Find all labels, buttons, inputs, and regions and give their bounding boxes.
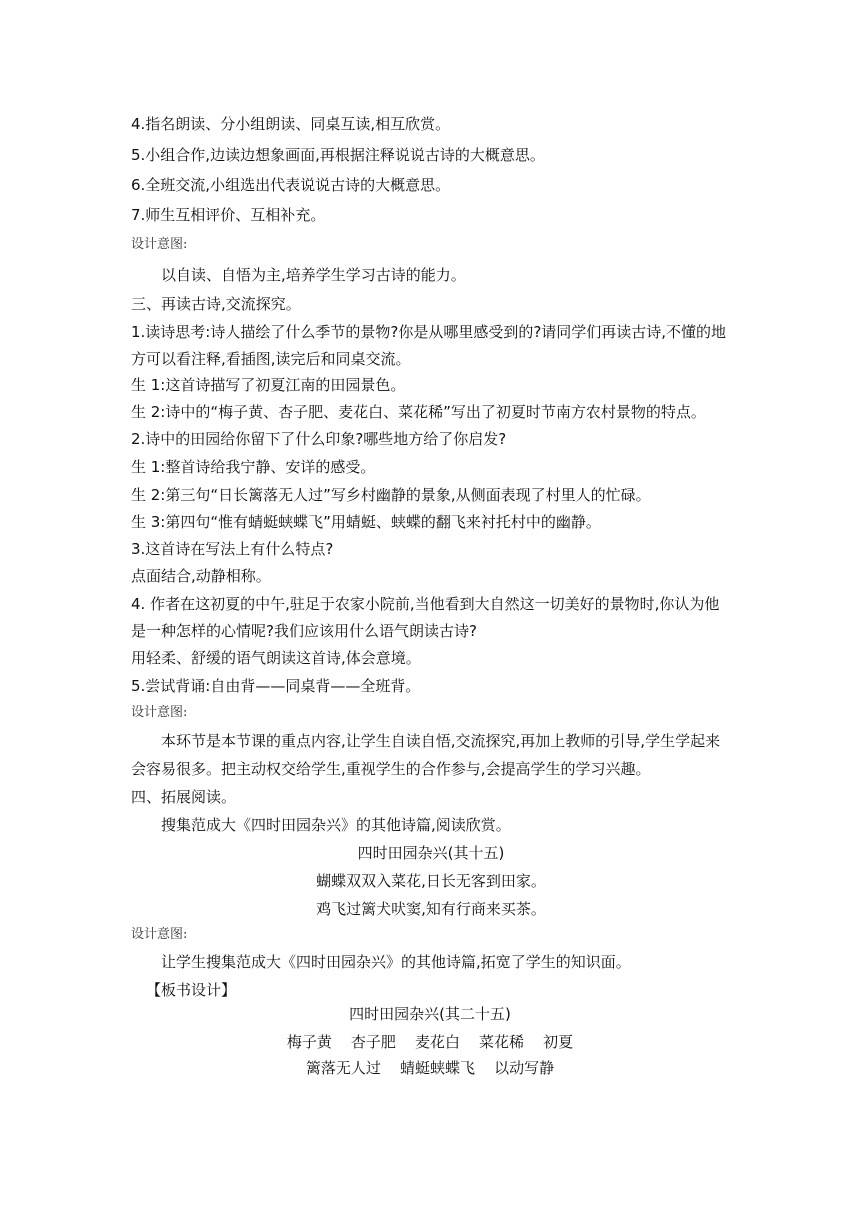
text-line: 4. 作者在这初夏的中午,驻足于农家小院前,当他看到大自然这一切美好的景物时,你认为他 — [131, 595, 720, 613]
design-intent-label: 设计意图: — [131, 927, 188, 942]
design-intent-label: 设计意图: — [131, 705, 188, 720]
text-line: 1.读诗思考:诗人描绘了什么季节的景物?你是从哪里感受到的?请同学们再读古诗,不懂的地 — [131, 323, 727, 341]
board-title: 四时田园杂兴(其二十五) — [349, 1005, 511, 1023]
text-line: 本环节是本节课的重点内容,让学生自读自悟,交流探究,再加上教师的引导,学生学起来 — [161, 732, 721, 750]
text-line: 生 1:这首诗描写了初夏江南的田园景色。 — [131, 376, 406, 394]
poem-title: 四时田园杂兴(其十五) — [357, 844, 505, 862]
text-line: 4.指名朗读、分小组朗读、同桌互读,相互欣赏。 — [131, 115, 451, 133]
section-heading: 三、再读古诗,交流探究。 — [131, 295, 301, 313]
poem-line: 鸡飞过篱犬吠窦,知有行商来买茶。 — [316, 900, 546, 918]
text-line: 3.这首诗在写法上有什么特点? — [131, 540, 334, 558]
board-design-heading: 【板书设计】 — [146, 981, 237, 999]
board-line: 梅子黄 杏子肥 麦花白 菜花稀 初夏 — [286, 1033, 574, 1051]
text-line: 2.诗中的田园给你留下了什么印象?哪些地方给了你启发? — [131, 430, 507, 448]
section-heading: 四、拓展阅读。 — [131, 788, 237, 806]
text-line: 生 2:诗中的“梅子黄、杏子肥、麦花白、菜花稀”写出了初夏时节南方农村景物的特点。 — [131, 403, 706, 421]
text-line: 会容易很多。把主动权交给学生,重视学生的合作参与,会提高学生的学习兴趣。 — [131, 760, 651, 778]
design-intent-label: 设计意图: — [131, 237, 188, 252]
text-line: 生 1:整首诗给我宁静、安详的感受。 — [131, 458, 376, 476]
board-line: 篱落无人过 蜻蜓蛱蝶飞 以动写静 — [305, 1059, 555, 1077]
text-line: 6.全班交流,小组选出代表说说古诗的大概意思。 — [131, 176, 451, 194]
text-line: 点面结合,动静相称。 — [131, 567, 271, 585]
text-line: 7.师生互相评价、互相补充。 — [131, 206, 326, 224]
text-line: 用轻柔、舒缓的语气朗读这首诗,体会意境。 — [131, 649, 421, 667]
text-line: 生 3:第四句“惟有蜻蜓蛱蝶飞”用蜻蜓、蛱蝶的翻飞来衬托村中的幽静。 — [131, 513, 601, 531]
text-line: 5.尝试背诵:自由背——同桌背——全班背。 — [131, 677, 421, 695]
text-line: 生 2:第三句“日长篱落无人过”写乡村幽静的景象,从侧面表现了村里人的忙碌。 — [131, 486, 651, 504]
text-line: 是一种怎样的心情呢?我们应该用什么语气朗读古诗? — [131, 622, 477, 640]
text-line: 让学生搜集范成大《四时田园杂兴》的其他诗篇,拓宽了学生的知识面。 — [161, 953, 631, 971]
poem-line: 蝴蝶双双入菜花,日长无客到田家。 — [316, 872, 546, 890]
text-line: 以自读、自悟为主,培养学生学习古诗的能力。 — [161, 266, 466, 284]
text-line: 方可以看注释,看插图,读完后和同桌交流。 — [131, 350, 411, 368]
text-line: 5.小组合作,边读边想象画面,再根据注释说说古诗的大概意思。 — [131, 146, 545, 164]
text-line: 搜集范成大《四时田园杂兴》的其他诗篇,阅读欣赏。 — [161, 816, 511, 834]
